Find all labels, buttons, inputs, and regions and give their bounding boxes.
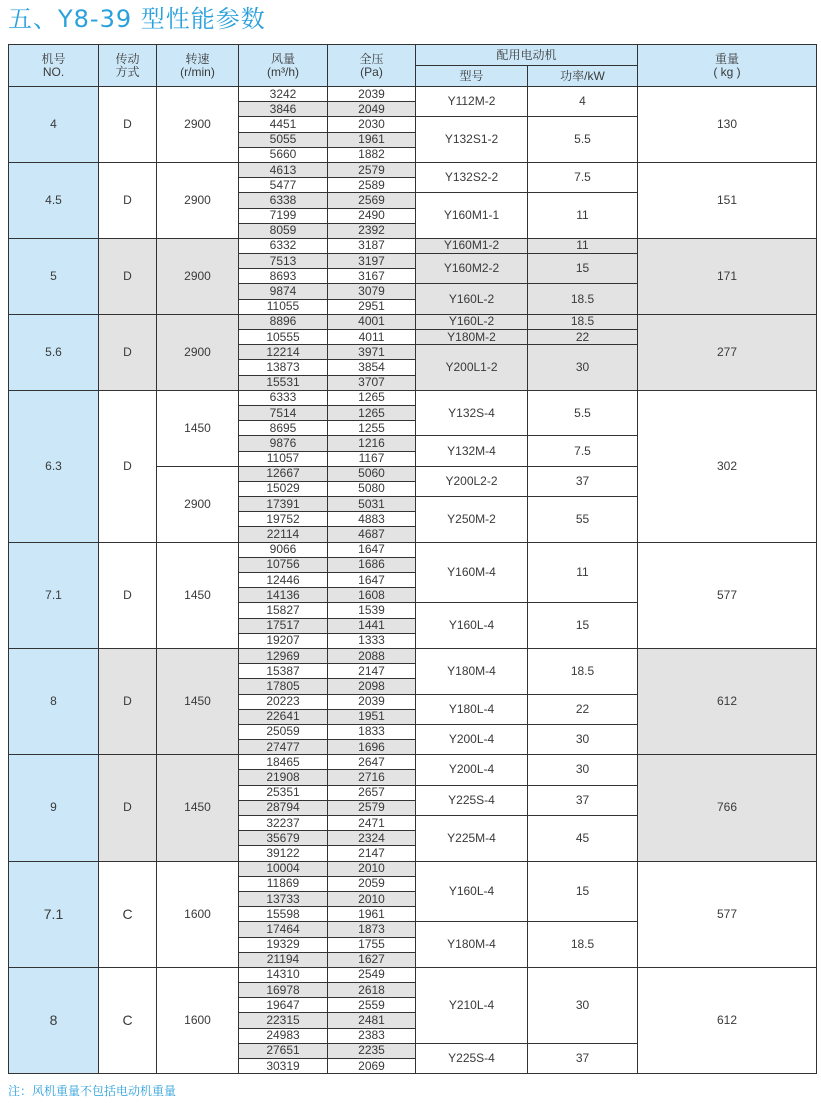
airflow-cell: 10555 [239,330,328,345]
motor-model-cell: Y160L-4 [416,861,528,922]
speed-cell: 1450 [157,755,239,861]
pressure-cell: 1627 [328,952,416,967]
motor-power-cell: 11 [528,193,638,239]
pressure-cell: 3197 [328,254,416,269]
pressure-cell: 5031 [328,497,416,512]
airflow-cell: 17517 [239,618,328,633]
airflow-cell: 17464 [239,922,328,937]
pressure-cell: 2490 [328,208,416,223]
speed-cell: 1450 [157,390,239,466]
pressure-cell: 1961 [328,132,416,147]
motor-model-cell: Y225S-4 [416,1043,528,1073]
pressure-cell: 2069 [328,1059,416,1074]
airflow-cell: 7513 [239,254,328,269]
weight-cell: 766 [638,755,817,861]
header-pressure: 全压 (Pa) [328,45,416,87]
pressure-cell: 1167 [328,451,416,466]
motor-power-cell: 15 [528,603,638,649]
airflow-cell: 6338 [239,193,328,208]
pressure-cell: 2549 [328,967,416,982]
airflow-cell: 35679 [239,831,328,846]
pressure-cell: 1882 [328,147,416,162]
airflow-cell: 8695 [239,421,328,436]
airflow-cell: 8059 [239,223,328,238]
weight-cell: 151 [638,162,817,238]
pressure-cell: 4001 [328,314,416,329]
airflow-cell: 9066 [239,542,328,557]
airflow-cell: 12969 [239,648,328,663]
motor-model-cell: Y132M-4 [416,436,528,466]
motor-model-cell: Y132S1-2 [416,117,528,163]
pressure-cell: 2618 [328,983,416,998]
pressure-cell: 1216 [328,436,416,451]
motor-power-cell: 18.5 [528,648,638,694]
weight-cell: 171 [638,238,817,314]
pressure-cell: 2716 [328,770,416,785]
airflow-cell: 11057 [239,451,328,466]
airflow-cell: 13873 [239,360,328,375]
airflow-cell: 21908 [239,770,328,785]
machine-no-cell: 5.6 [9,314,99,390]
drive-cell: D [99,542,157,648]
weight-cell: 277 [638,314,817,390]
pressure-cell: 2481 [328,1013,416,1028]
pressure-cell: 2059 [328,876,416,891]
airflow-cell: 3242 [239,87,328,102]
airflow-cell: 24983 [239,1028,328,1043]
pressure-cell: 3187 [328,238,416,253]
airflow-cell: 9874 [239,284,328,299]
drive-cell: C [99,967,157,1073]
weight-cell: 130 [638,87,817,163]
airflow-cell: 8896 [239,314,328,329]
pressure-cell: 3707 [328,375,416,390]
airflow-cell: 19752 [239,512,328,527]
machine-no-cell: 5 [9,238,99,314]
drive-cell: D [99,755,157,861]
machine-no-cell: 7.1 [9,542,99,648]
airflow-cell: 11869 [239,876,328,891]
table-row [9,390,817,405]
airflow-cell: 5477 [239,178,328,193]
airflow-cell: 12667 [239,466,328,481]
motor-power-cell: 11 [528,542,638,603]
airflow-cell: 15827 [239,603,328,618]
airflow-cell: 25059 [239,724,328,739]
performance-table [8,44,817,1074]
motor-power-cell: 37 [528,785,638,815]
motor-power-cell: 7.5 [528,436,638,466]
motor-power-cell: 22 [528,330,638,345]
pressure-cell: 1961 [328,907,416,922]
motor-model-cell: Y112M-2 [416,87,528,117]
airflow-cell: 27477 [239,740,328,755]
airflow-cell: 17391 [239,497,328,512]
table-row [9,755,817,770]
airflow-cell: 6333 [239,390,328,405]
pressure-cell: 4883 [328,512,416,527]
page-title: 五、Y8-39 型性能参数 [8,5,266,33]
speed-cell: 2900 [157,314,239,390]
motor-power-cell: 30 [528,345,638,391]
motor-model-cell: Y200L-4 [416,755,528,785]
table-row [9,87,817,102]
drive-cell: D [99,648,157,754]
motor-model-cell: Y180M-4 [416,648,528,694]
machine-no-cell: 7.1 [9,861,99,967]
motor-model-cell: Y160M1-2 [416,238,528,253]
header-motor-model: 型号 [416,66,528,87]
motor-model-cell: Y200L2-2 [416,466,528,496]
pressure-cell: 3971 [328,345,416,360]
machine-no-cell: 8 [9,648,99,754]
speed-cell: 2900 [157,466,239,542]
airflow-cell: 39122 [239,846,328,861]
speed-cell: 1600 [157,967,239,1073]
motor-power-cell: 4 [528,87,638,117]
airflow-cell: 27651 [239,1043,328,1058]
pressure-cell: 2147 [328,846,416,861]
pressure-cell: 2235 [328,1043,416,1058]
airflow-cell: 10004 [239,861,328,876]
pressure-cell: 2030 [328,117,416,132]
airflow-cell: 12214 [239,345,328,360]
machine-no-cell: 4 [9,87,99,163]
pressure-cell: 2039 [328,87,416,102]
table-row [9,648,817,663]
header-motor-group: 配用电动机 [416,45,638,66]
airflow-cell: 22114 [239,527,328,542]
airflow-cell: 28794 [239,800,328,815]
airflow-cell: 22315 [239,1013,328,1028]
speed-cell: 1450 [157,648,239,754]
drive-cell: C [99,861,157,967]
motor-model-cell: Y180L-4 [416,694,528,724]
weight-cell: 577 [638,542,817,648]
airflow-cell: 15531 [239,375,328,390]
pressure-cell: 2647 [328,755,416,770]
airflow-cell: 25351 [239,785,328,800]
weight-cell: 612 [638,648,817,754]
pressure-cell: 2088 [328,648,416,663]
motor-model-cell: Y210L-4 [416,967,528,1043]
weight-cell: 612 [638,967,817,1073]
table-row [9,967,817,982]
footnote: 注：风机重量不包括电动机重量 [8,1084,177,1098]
speed-cell: 2900 [157,87,239,163]
airflow-cell: 4613 [239,162,328,177]
airflow-cell: 18465 [239,755,328,770]
pressure-cell: 2392 [328,223,416,238]
pressure-cell: 2579 [328,800,416,815]
speed-cell: 1450 [157,542,239,648]
airflow-cell: 5660 [239,147,328,162]
drive-cell: D [99,87,157,163]
motor-power-cell: 11 [528,238,638,253]
motor-model-cell: Y200L1-2 [416,345,528,391]
motor-model-cell: Y225S-4 [416,785,528,815]
pressure-cell: 2147 [328,664,416,679]
pressure-cell: 1539 [328,603,416,618]
pressure-cell: 1951 [328,709,416,724]
pressure-cell: 2098 [328,679,416,694]
pressure-cell: 2383 [328,1028,416,1043]
motor-model-cell: Y225M-4 [416,816,528,862]
motor-model-cell: Y132S-4 [416,390,528,436]
airflow-cell: 15387 [239,664,328,679]
airflow-cell: 7514 [239,405,328,420]
pressure-cell: 5080 [328,481,416,496]
machine-no-cell: 6.3 [9,390,99,542]
motor-power-cell: 18.5 [528,314,638,329]
pressure-cell: 2657 [328,785,416,800]
motor-power-cell: 15 [528,254,638,284]
table-row [9,542,817,557]
pressure-cell: 2324 [328,831,416,846]
table-header [9,45,817,87]
motor-model-cell: Y180M-4 [416,922,528,968]
motor-power-cell: 55 [528,497,638,543]
airflow-cell: 3846 [239,102,328,117]
airflow-cell: 9876 [239,436,328,451]
pressure-cell: 2010 [328,891,416,906]
pressure-cell: 2559 [328,998,416,1013]
drive-cell: D [99,238,157,314]
airflow-cell: 16978 [239,983,328,998]
airflow-cell: 5055 [239,132,328,147]
motor-power-cell: 5.5 [528,390,638,436]
pressure-cell: 3854 [328,360,416,375]
airflow-cell: 13733 [239,891,328,906]
motor-power-cell: 37 [528,1043,638,1073]
pressure-cell: 1333 [328,633,416,648]
table-row [9,238,817,253]
weight-cell: 302 [638,390,817,542]
airflow-cell: 21194 [239,952,328,967]
airflow-cell: 7199 [239,208,328,223]
pressure-cell: 1647 [328,573,416,588]
pressure-cell: 2569 [328,193,416,208]
airflow-cell: 20223 [239,694,328,709]
airflow-cell: 11055 [239,299,328,314]
motor-model-cell: Y160L-2 [416,284,528,314]
pressure-cell: 4687 [328,527,416,542]
airflow-cell: 19207 [239,633,328,648]
motor-power-cell: 18.5 [528,284,638,314]
pressure-cell: 1608 [328,588,416,603]
drive-cell: D [99,314,157,390]
header-weight: 重量 ( kg ) [638,45,817,87]
pressure-cell: 2579 [328,162,416,177]
pressure-cell: 2010 [328,861,416,876]
motor-model-cell: Y160M-4 [416,542,528,603]
motor-power-cell: 30 [528,724,638,754]
motor-power-cell: 15 [528,861,638,922]
speed-cell: 2900 [157,238,239,314]
motor-power-cell: 45 [528,816,638,862]
pressure-cell: 1686 [328,557,416,572]
pressure-cell: 2049 [328,102,416,117]
table-row [9,314,817,329]
pressure-cell: 1441 [328,618,416,633]
pressure-cell: 1873 [328,922,416,937]
motor-model-cell: Y132S2-2 [416,162,528,192]
airflow-cell: 4451 [239,117,328,132]
pressure-cell: 1255 [328,421,416,436]
airflow-cell: 14136 [239,588,328,603]
weight-cell: 577 [638,861,817,967]
speed-cell: 1600 [157,861,239,967]
pressure-cell: 1265 [328,390,416,405]
motor-power-cell: 22 [528,694,638,724]
pressure-cell: 1833 [328,724,416,739]
pressure-cell: 1696 [328,740,416,755]
pressure-cell: 3167 [328,269,416,284]
airflow-cell: 30319 [239,1059,328,1074]
header-motor-power: 功率/kW [528,66,638,87]
motor-model-cell: Y160L-4 [416,603,528,649]
pressure-cell: 2951 [328,299,416,314]
airflow-cell: 14310 [239,967,328,982]
pressure-cell: 1265 [328,405,416,420]
table-row [9,162,817,177]
pressure-cell: 2039 [328,694,416,709]
motor-power-cell: 18.5 [528,922,638,968]
drive-cell: D [99,162,157,238]
motor-model-cell: Y250M-2 [416,497,528,543]
motor-model-cell: Y160M1-1 [416,193,528,239]
machine-no-cell: 8 [9,967,99,1073]
motor-power-cell: 37 [528,466,638,496]
airflow-cell: 17805 [239,679,328,694]
motor-power-cell: 5.5 [528,117,638,163]
airflow-cell: 19329 [239,937,328,952]
pressure-cell: 1755 [328,937,416,952]
pressure-cell: 1647 [328,542,416,557]
header-airflow: 风量 (m³/h) [239,45,328,87]
pressure-cell: 3079 [328,284,416,299]
airflow-cell: 22641 [239,709,328,724]
motor-model-cell: Y160M2-2 [416,254,528,284]
airflow-cell: 12446 [239,573,328,588]
motor-power-cell: 30 [528,755,638,785]
pressure-cell: 5060 [328,466,416,481]
motor-model-cell: Y180M-2 [416,330,528,345]
drive-cell: D [99,390,157,542]
motor-model-cell: Y160L-2 [416,314,528,329]
table-body [9,87,817,1074]
header-machine-no: 机号 NO. [9,45,99,87]
machine-no-cell: 9 [9,755,99,861]
pressure-cell: 2589 [328,178,416,193]
pressure-cell: 4011 [328,330,416,345]
table-row [9,861,817,876]
airflow-cell: 8693 [239,269,328,284]
airflow-cell: 6332 [239,238,328,253]
airflow-cell: 19647 [239,998,328,1013]
airflow-cell: 15598 [239,907,328,922]
header-speed: 转速 (r/min) [157,45,239,87]
machine-no-cell: 4.5 [9,162,99,238]
speed-cell: 2900 [157,162,239,238]
motor-power-cell: 30 [528,967,638,1043]
airflow-cell: 15029 [239,481,328,496]
motor-model-cell: Y200L-4 [416,724,528,754]
pressure-cell: 2471 [328,816,416,831]
airflow-cell: 32237 [239,816,328,831]
motor-power-cell: 7.5 [528,162,638,192]
airflow-cell: 10756 [239,557,328,572]
header-drive: 传动 方式 [99,45,157,87]
